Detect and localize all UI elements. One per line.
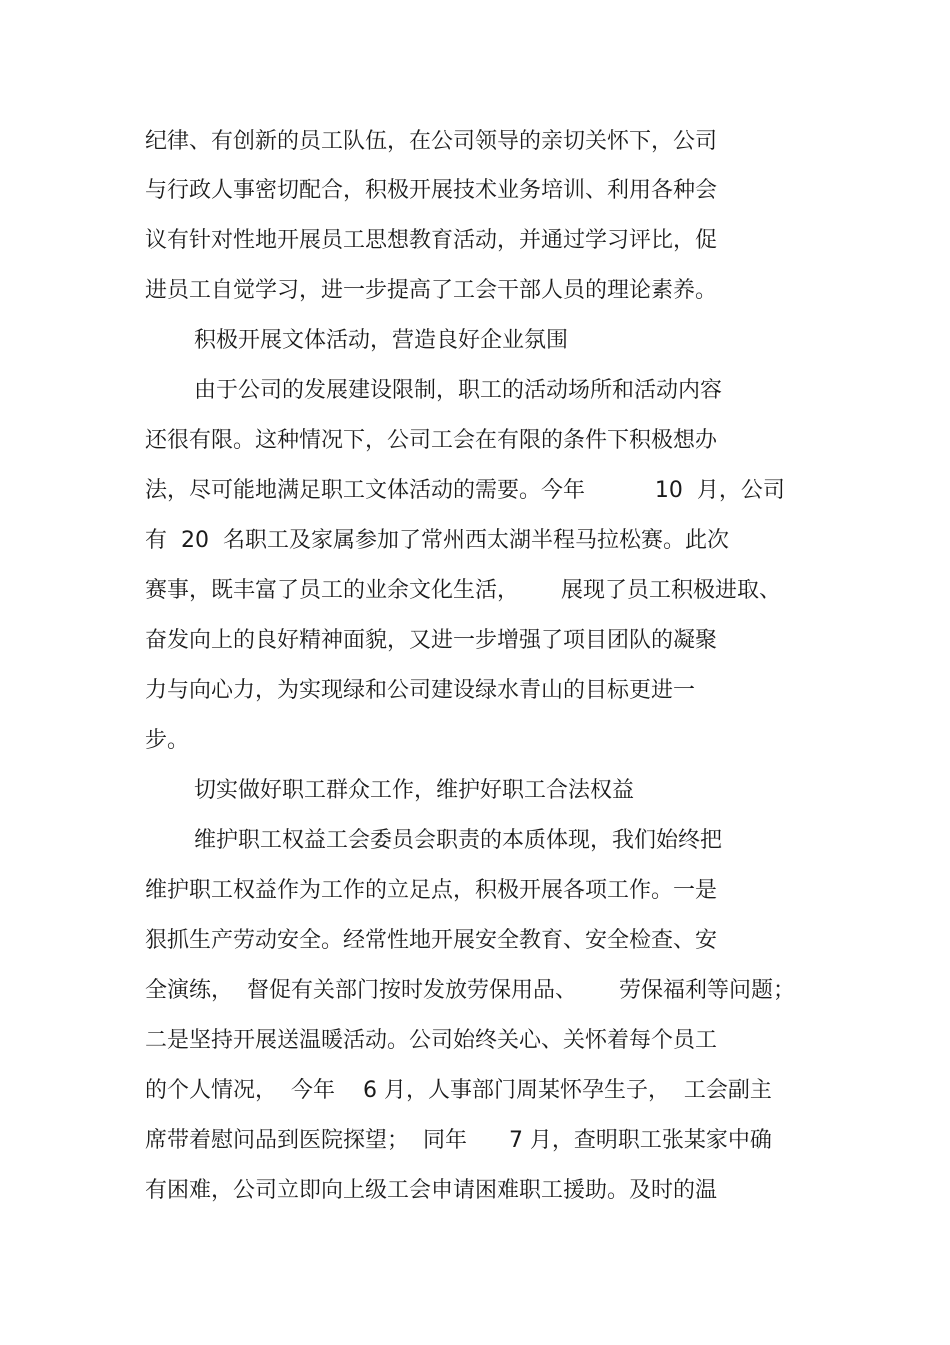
body-text-line: 有 20 名职工及家属参加了常州西太湖半程马拉松赛。此次: [145, 528, 729, 553]
body-text-line: 由于公司的发展建设限制，职工的活动场所和活动内容: [194, 378, 723, 403]
body-text-line: 席带着慰问品到医院探望； 同年 7 月，查明职工张某家中确: [145, 1128, 772, 1153]
section-heading: 积极开展文体活动，营造良好企业氛围: [194, 328, 569, 353]
body-text-line: 狠抓生产劳动安全。经常性地开展安全教育、安全检查、安: [145, 928, 718, 953]
body-text-line: 维护职工权益作为工作的立足点，积极开展各项工作。一是: [145, 878, 718, 903]
body-text-line: 二是坚持开展送温暖活动。公司始终关心、关怀着每个员工: [145, 1028, 718, 1053]
body-text-line: 还很有限。这种情况下，公司工会在有限的条件下积极想办: [145, 428, 718, 453]
body-text-line: 与行政人事密切配合，积极开展技术业务培训、利用各种会: [145, 178, 718, 203]
body-text-line: 全演练， 督促有关部门按时发放劳保用品、 劳保福利等问题；: [145, 978, 795, 1003]
body-text-line: 力与向心力，为实现绿和公司建设绿水青山的目标更进一: [145, 678, 696, 703]
body-text-line: 进员工自觉学习，进一步提高了工会干部人员的理论素养。: [145, 278, 718, 303]
body-text-line: 的个人情况， 今年 6 月，人事部门周某怀孕生子， 工会副主: [145, 1078, 772, 1103]
section-heading: 切实做好职工群众工作，维护好职工合法权益: [194, 778, 635, 803]
body-text-line: 有困难，公司立即向上级工会申请困难职工援助。及时的温: [145, 1178, 718, 1203]
body-text-line: 步。: [145, 728, 190, 753]
body-text-line: 奋发向上的良好精神面貌，又进一步增强了项目团队的凝聚: [145, 628, 718, 653]
body-text-line: 纪律、有创新的员工队伍，在公司领导的亲切关怀下，公司: [145, 129, 718, 154]
body-text-line: 议有针对性地开展员工思想教育活动，并通过学习评比，促: [145, 228, 718, 253]
body-text-line: 法，尽可能地满足职工文体活动的需要。今年 10 月，公司: [145, 478, 785, 503]
body-text-line: 维护职工权益工会委员会职责的本质体现，我们始终把: [194, 828, 723, 853]
body-text-line: 赛事，既丰富了员工的业余文化生活， 展现了员工积极进取、: [145, 578, 781, 603]
